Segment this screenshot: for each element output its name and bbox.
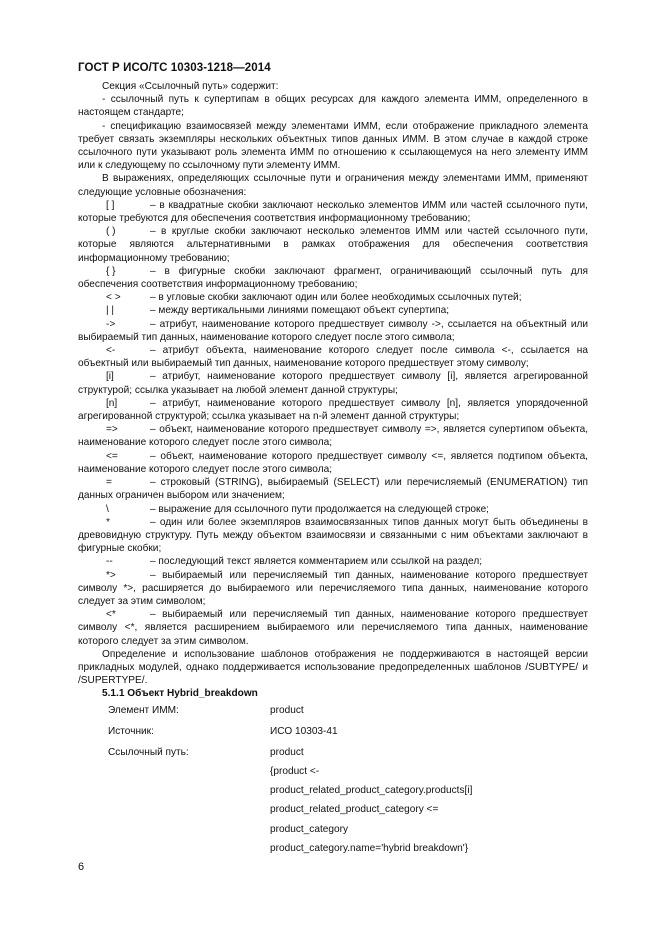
record-label: Источник: — [108, 725, 154, 737]
notation-symbol: -> — [106, 318, 116, 330]
notation-symbol: | | — [106, 305, 115, 317]
notation-symbol: [i] — [106, 371, 114, 383]
notation-description: – в квадратные скобки заключают несколько элементов ИММ или частей ссылочного пути, которые требуются для обеспечения соответствия информационному требованию; — [78, 199, 588, 225]
notation-item — [78, 516, 588, 556]
notation-item — [78, 265, 588, 291]
section-title: 5.1.1 Объект Hybrid_breakdown — [102, 688, 258, 700]
notation-item — [78, 370, 588, 396]
intro-paragraph: - спецификацию взаимосвязей между элементами ИММ, если отображение прикладного элемента требует связать экземпляры нескольких объектных типов данных ИММ. В этом случае в каждой строке ссылочного пути указывают роль элемента ИММ по отношению к ссылающемуся на него элементу ИММ или к следующему по ссылочному пути элементу ИММ. — [78, 120, 588, 172]
notation-symbol: [ ] — [106, 199, 115, 211]
notation-description: – атрибут, наименование которого предшествует символу ->, ссылается на объектный или выбираемый тип данных, наименование которого следует после этого символа; — [78, 318, 588, 343]
notation-symbol: <= — [106, 450, 118, 462]
notation-item — [78, 608, 588, 648]
notation-symbol: ( ) — [106, 226, 116, 238]
intro-paragraph: - ссылочный путь к супертипам в общих ресурсах для каждого элемента ИММ, определенного в настоящем стандарте; — [78, 94, 588, 119]
path-line: product — [270, 746, 304, 758]
record-label: Ссылочный путь: — [108, 746, 189, 758]
notation-description: – в круглые скобки заключают несколько элементов ИММ или частей ссылочного пути, которые являются альтернативными в рамках отображения для обеспечения соответствия информационному требованию; — [78, 226, 588, 264]
notation-description: – между вертикальными линиями помещают объект супертипа; — [150, 305, 450, 317]
notation-symbol: * — [106, 516, 110, 528]
notation-description: – выбираемый или перечисляемый тип данных, наименование которого предшествует символу <*, является расширением выбираемого или перечисляемого типа данных, наименование которого следует за этим символом. — [78, 609, 588, 647]
notation-symbol: \ — [106, 503, 109, 515]
path-line: product_category — [270, 823, 348, 835]
notation-symbol: = — [106, 477, 112, 489]
notation-item — [78, 423, 588, 449]
document-body — [78, 80, 588, 861]
notation-item — [78, 397, 588, 423]
path-line: product_related_product_category.products[i] — [270, 785, 473, 797]
notation-symbol: => — [106, 424, 118, 436]
record-value: ИСО 10303-41 — [270, 725, 338, 737]
notation-description: – в угловые скобки заключают один или более необходимых ссылочных путей; — [150, 292, 522, 304]
mapping-record — [78, 704, 588, 862]
notation-symbol: < > — [106, 292, 121, 304]
notation-description: – в фигурные скобки заключают фрагмент, ограничивающий ссылочный путь для обеспечения соответствия информационному требованию; — [78, 265, 588, 291]
notation-symbol: <* — [106, 609, 116, 621]
notation-symbol: <- — [106, 345, 116, 357]
notation-description: – объект, наименование которого предшествует символу =>, является супертипом объекта, наименование которого следует после этого символа; — [78, 424, 588, 449]
notation-item — [78, 344, 588, 370]
notation-description: – выбираемый или перечисляемый тип данных, наименование которого предшествует символу *>, расширяется до выбираемого или перечисляемого типа данных, наименование которого следует за этим символом; — [78, 569, 588, 607]
path-line: product_category.name='hybrid breakdown'} — [270, 843, 469, 855]
path-line: {product <- — [270, 765, 320, 777]
document-header: ГОСТ Р ИСО/ТС 10303-1218—2014 — [78, 62, 271, 74]
intro-paragraph: В выражениях, определяющих ссылочные пути и ограничения между элементами ИММ, применяют следующие условные обозначения: — [78, 173, 588, 198]
notation-item — [78, 291, 588, 304]
notation-description: – выражение для ссылочного пути продолжается на следующей строке; — [150, 503, 489, 515]
path-line: product_related_product_category <= — [270, 804, 439, 816]
notation-item — [78, 569, 588, 609]
notation-item — [78, 450, 588, 476]
closing-paragraph: Определение и использование шаблонов отображения не поддерживаются в настоящей версии прикладных модулей, однако поддерживается использование предопределенных шаблонов /SUBTYPE/ и /SUPERTYPE/. — [78, 648, 588, 687]
notation-symbol: [n] — [106, 397, 118, 409]
notation-description: – один или более экземпляров взаимосвязанных типов данных могут быть объединены в древовидную структуру. Путь между объектом взаимосвязи и связанными с ним объектами заключают в фигурные скобки; — [78, 516, 588, 555]
notation-item — [78, 304, 588, 317]
notation-item — [78, 318, 588, 344]
notation-description: – строковый (STRING), выбираемый (SELECT) или перечисляемый (ENUMERATION) тип данных ограничен выбором или значением; — [78, 477, 588, 502]
notation-description: – атрибут, наименование которого предшествует символу [i], является агрегированной структурой; ссылка указывает на любой элемент данной структуры; — [78, 371, 588, 396]
reference-path — [270, 746, 588, 862]
notation-description: – атрибут, наименование которого предшествует символу [n], является упорядоченной агрегированной структурой; ссылка указывает на n-й элемент данной структуры; — [78, 397, 588, 423]
notation-item — [78, 199, 588, 225]
notation-item — [78, 225, 588, 265]
record-row-source — [78, 725, 588, 746]
intro-paragraph: Секция «Ссылочный путь» содержит: — [102, 81, 279, 92]
notation-item — [78, 555, 588, 568]
notation-description: – объект, наименование которого предшествует символу <=, является подтипом объекта, наименование которого следует после этого символа; — [78, 450, 588, 475]
notation-item — [78, 503, 588, 516]
record-row-path — [78, 746, 588, 862]
notation-symbol: { } — [106, 265, 116, 277]
notation-description: – последующий текст является комментарием или ссылкой на раздел; — [150, 556, 483, 568]
record-value: product — [270, 704, 304, 716]
notation-symbol: *> — [106, 569, 116, 581]
notation-symbol: -- — [106, 556, 113, 568]
page-number: 6 — [78, 861, 85, 873]
record-label: Элемент ИММ: — [108, 704, 179, 716]
notation-item — [78, 476, 588, 502]
notation-description: – атрибут объекта, наименование которого следует после символа <-, ссылается на объектный или выбираемый тип данных, наименование которого предшествует этому символу; — [78, 345, 588, 370]
record-row-element — [78, 704, 588, 725]
notation-list — [78, 199, 588, 648]
